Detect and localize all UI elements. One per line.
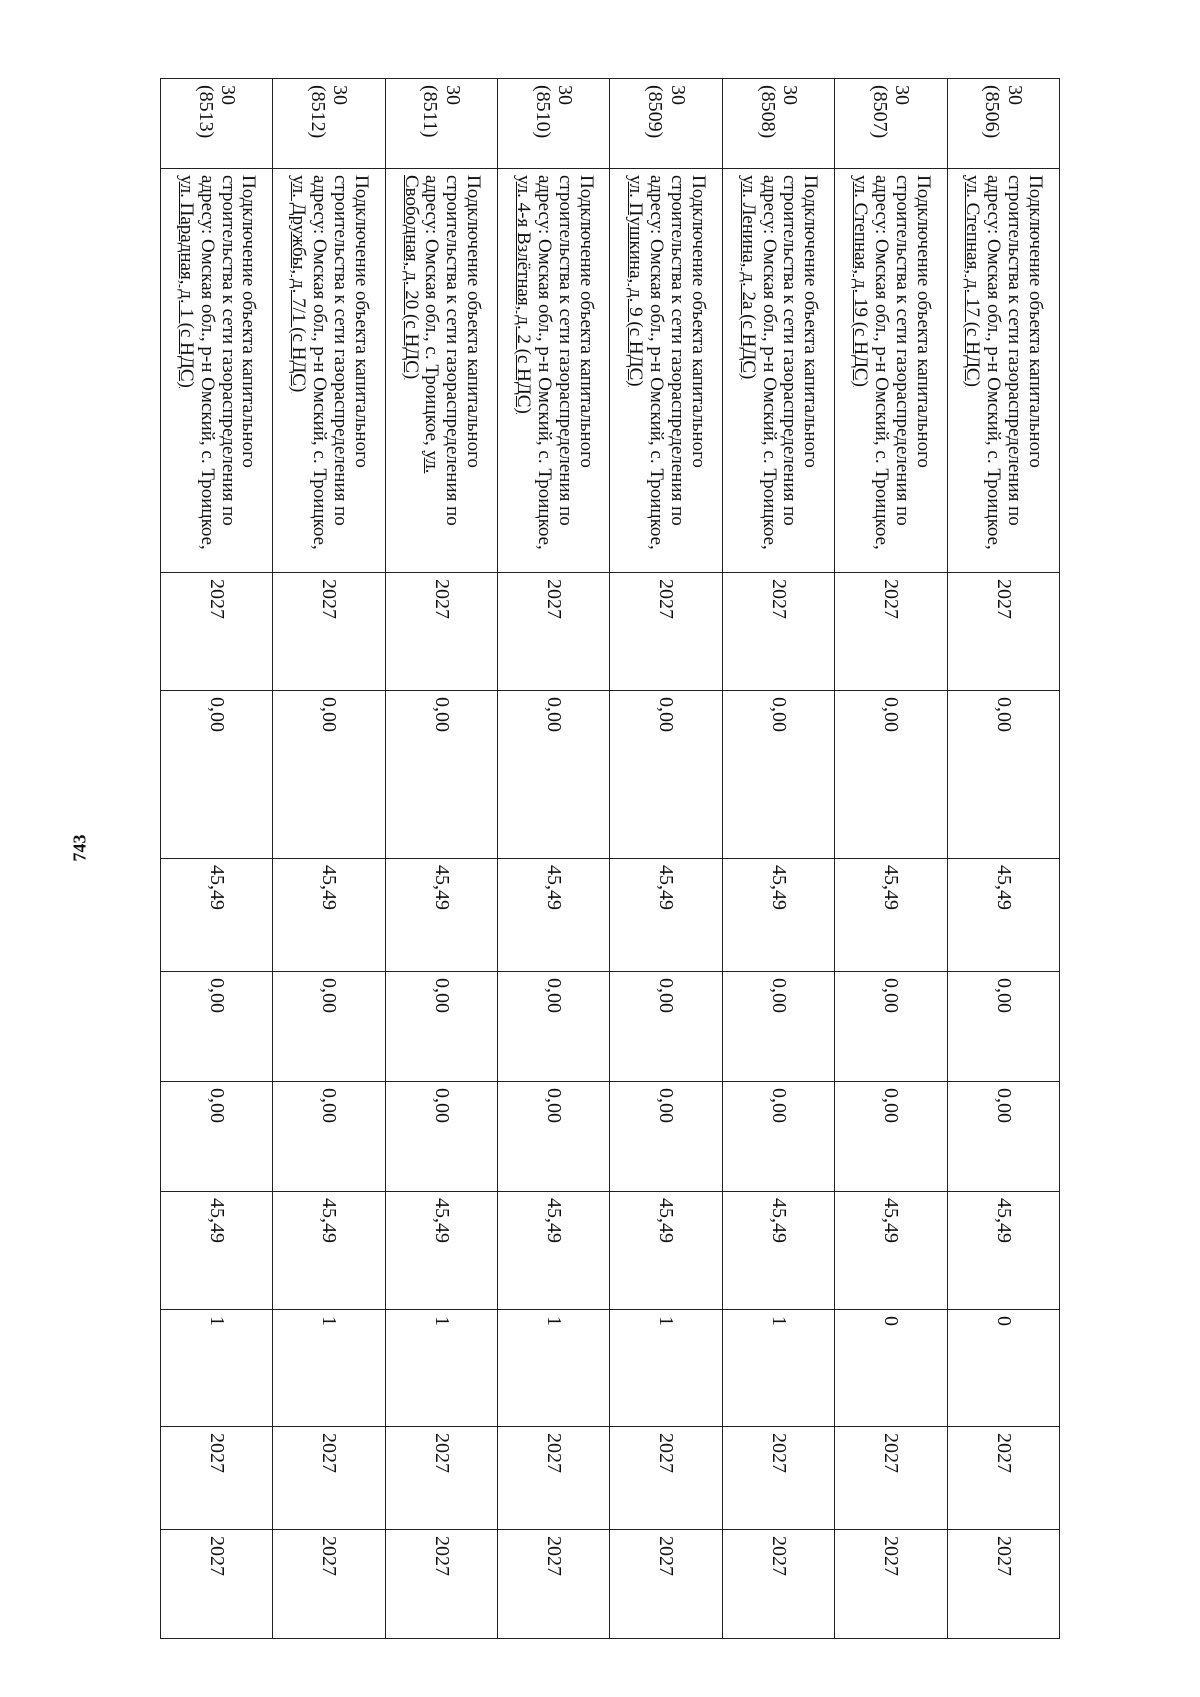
- value-cell: 0,00: [835, 1082, 947, 1192]
- year-cell: 2027: [385, 1427, 497, 1530]
- description-cell: [722, 169, 834, 573]
- year-cell: 2027: [722, 1427, 834, 1530]
- value-cell: 0,00: [498, 691, 610, 859]
- row-number: 30: [1003, 85, 1026, 105]
- count-cell: 1: [273, 1310, 385, 1427]
- row-number: 30: [891, 85, 914, 105]
- value-cell: 0,00: [273, 972, 385, 1082]
- row-number: 30: [666, 85, 689, 105]
- description-text: Подключение объекта капитального строительства к сети газораспределения по адресу: Омская обл., р-н Омский, с. Троицкое,: [646, 175, 709, 550]
- value-cell: 0,00: [835, 972, 947, 1082]
- row-code: (8512): [307, 85, 330, 139]
- value-cell: 45,49: [161, 859, 273, 972]
- row-number-cell: [498, 79, 610, 169]
- value-cell: 0,00: [610, 691, 722, 859]
- year-cell: 2027: [385, 1530, 497, 1639]
- value-cell: 0,00: [722, 972, 834, 1082]
- value-cell: 0,00: [498, 972, 610, 1082]
- description-text: Подключение объекта капитального строительства к сети газораспределения по адресу: Омская обл., р-н Омский, с. Троицкое,: [196, 175, 260, 550]
- year-cell: 2027: [835, 1530, 947, 1639]
- value-cell: 0,00: [610, 1082, 722, 1192]
- count-cell: 1: [498, 1310, 610, 1427]
- row-code: (8510): [531, 85, 554, 139]
- description-cell: [161, 169, 273, 573]
- value-cell: 0,00: [273, 1082, 385, 1192]
- start-year-cell: 2027: [273, 573, 385, 691]
- row-number-cell: [273, 79, 385, 169]
- value-cell: 45,49: [947, 859, 1059, 972]
- row-code: (8508): [756, 85, 779, 139]
- start-year-cell: 2027: [947, 573, 1059, 691]
- year-cell: 2027: [273, 1530, 385, 1639]
- row-number-cell: [610, 79, 722, 169]
- description-address: ул. Ленина, д. 2а (с НДС): [737, 175, 759, 380]
- row-number: 30: [329, 85, 352, 105]
- table-row: [722, 79, 834, 1639]
- description-text: Подключение объекта капитального строительства к сети газораспределения по адресу: Омская обл., с. Троицкое,: [421, 175, 485, 526]
- value-cell: 45,49: [835, 1192, 947, 1310]
- start-year-cell: 2027: [835, 573, 947, 691]
- description-address: ул. Пушкина, д. 9 (с НДС): [625, 175, 647, 387]
- table-row: [385, 79, 497, 1639]
- value-cell: 45,49: [498, 1192, 610, 1310]
- value-cell: 45,49: [385, 859, 497, 972]
- description-text: Подключение объекта капитального строительства к сети газораспределения по адресу: Омская обл., р-н Омский, с. Троицкое,: [983, 175, 1047, 550]
- row-code: (8511): [419, 85, 442, 138]
- year-cell: 2027: [161, 1530, 273, 1639]
- value-cell: 0,00: [722, 691, 834, 859]
- value-cell: 45,49: [385, 1192, 497, 1310]
- count-cell: 0: [835, 1310, 947, 1427]
- description-address: ул. Парадная, д. 1 (с НДС): [175, 175, 197, 388]
- year-cell: 2027: [161, 1427, 273, 1530]
- value-cell: 45,49: [161, 1192, 273, 1310]
- row-number-cell: [161, 79, 273, 169]
- count-cell: 1: [385, 1310, 497, 1427]
- page-number: 743: [69, 834, 90, 862]
- year-cell: 2027: [947, 1530, 1059, 1639]
- start-year-cell: 2027: [161, 573, 273, 691]
- value-cell: 45,49: [722, 1192, 834, 1310]
- start-year-cell: 2027: [498, 573, 610, 691]
- count-cell: 1: [610, 1310, 722, 1427]
- value-cell: 0,00: [610, 972, 722, 1082]
- row-number: 30: [778, 85, 801, 105]
- year-cell: 2027: [610, 1530, 722, 1639]
- investment-table: [160, 78, 1060, 1639]
- start-year-cell: 2027: [722, 573, 834, 691]
- row-number: 30: [217, 85, 240, 105]
- count-cell: 1: [722, 1310, 834, 1427]
- row-number: 30: [554, 85, 577, 105]
- table-row: [835, 79, 947, 1639]
- table-row: [498, 79, 610, 1639]
- description-cell: [385, 169, 497, 573]
- row-number-cell: [385, 79, 497, 169]
- row-code: (8507): [868, 85, 891, 139]
- row-number: 30: [441, 85, 464, 105]
- value-cell: 45,49: [273, 1192, 385, 1310]
- start-year-cell: 2027: [385, 573, 497, 691]
- rotated-table-container: [160, 78, 1060, 1638]
- value-cell: 0,00: [161, 972, 273, 1082]
- value-cell: 0,00: [947, 691, 1059, 859]
- description-address: ул. Свободная, д. 20 (с НДС): [400, 175, 443, 474]
- row-number-cell: [722, 79, 834, 169]
- value-cell: 45,49: [273, 859, 385, 972]
- value-cell: 0,00: [161, 691, 273, 859]
- description-address: ул. Степная, д. 17 (с НДС): [962, 175, 984, 387]
- value-cell: 0,00: [273, 691, 385, 859]
- value-cell: 0,00: [385, 691, 497, 859]
- description-text: Подключение объекта капитального строительства к сети газораспределения по адресу: Омская обл., р-н Омский, с. Троицкое,: [870, 175, 934, 550]
- description-text: Подключение объекта капитального строительства к сети газораспределения по адресу: Омская обл., р-н Омский, с. Троицкое,: [758, 175, 822, 550]
- description-cell: [947, 169, 1059, 573]
- description-address: ул. Дружбы, д. 7/1 (с НДС): [288, 175, 310, 393]
- description-text: Подключение объекта капитального строительства к сети газораспределения по адресу: Омская обл., р-н Омский, с. Троицкое,: [533, 175, 597, 550]
- description-cell: [273, 169, 385, 573]
- value-cell: 45,49: [722, 859, 834, 972]
- table-body: [161, 79, 1060, 1639]
- value-cell: 45,49: [835, 859, 947, 972]
- count-cell: 1: [161, 1310, 273, 1427]
- value-cell: 45,49: [947, 1192, 1059, 1310]
- value-cell: 0,00: [161, 1082, 273, 1192]
- description-address: ул. Степная, д. 19 (с НДС): [850, 175, 872, 387]
- row-code: (8506): [981, 85, 1004, 139]
- year-cell: 2027: [273, 1427, 385, 1530]
- row-code: (8513): [194, 85, 217, 139]
- row-number-cell: [947, 79, 1059, 169]
- year-cell: 2027: [835, 1427, 947, 1530]
- table-row: [947, 79, 1059, 1639]
- count-cell: 0: [947, 1310, 1059, 1427]
- start-year-cell: 2027: [610, 573, 722, 691]
- row-number-cell: [835, 79, 947, 169]
- value-cell: 0,00: [498, 1082, 610, 1192]
- table-row: [610, 79, 722, 1639]
- description-text: Подключение объекта капитального строительства к сети газораспределения по адресу: Омская обл., р-н Омский, с. Троицкое,: [309, 175, 372, 550]
- value-cell: 0,00: [947, 972, 1059, 1082]
- table-row: [273, 79, 385, 1639]
- value-cell: 0,00: [835, 691, 947, 859]
- description-cell: [610, 169, 722, 573]
- value-cell: 45,49: [498, 859, 610, 972]
- value-cell: 45,49: [610, 859, 722, 972]
- year-cell: 2027: [498, 1427, 610, 1530]
- description-address: ул. 4-я Взлётная, д. 2 (с НДС): [512, 175, 534, 414]
- description-cell: [835, 169, 947, 573]
- value-cell: 0,00: [385, 972, 497, 1082]
- description-cell: [498, 169, 610, 573]
- year-cell: 2027: [722, 1530, 834, 1639]
- value-cell: 0,00: [947, 1082, 1059, 1192]
- year-cell: 2027: [610, 1427, 722, 1530]
- year-cell: 2027: [947, 1427, 1059, 1530]
- value-cell: 0,00: [385, 1082, 497, 1192]
- table-row: [161, 79, 273, 1639]
- value-cell: 0,00: [722, 1082, 834, 1192]
- year-cell: 2027: [498, 1530, 610, 1639]
- value-cell: 45,49: [610, 1192, 722, 1310]
- row-code: (8509): [644, 85, 667, 139]
